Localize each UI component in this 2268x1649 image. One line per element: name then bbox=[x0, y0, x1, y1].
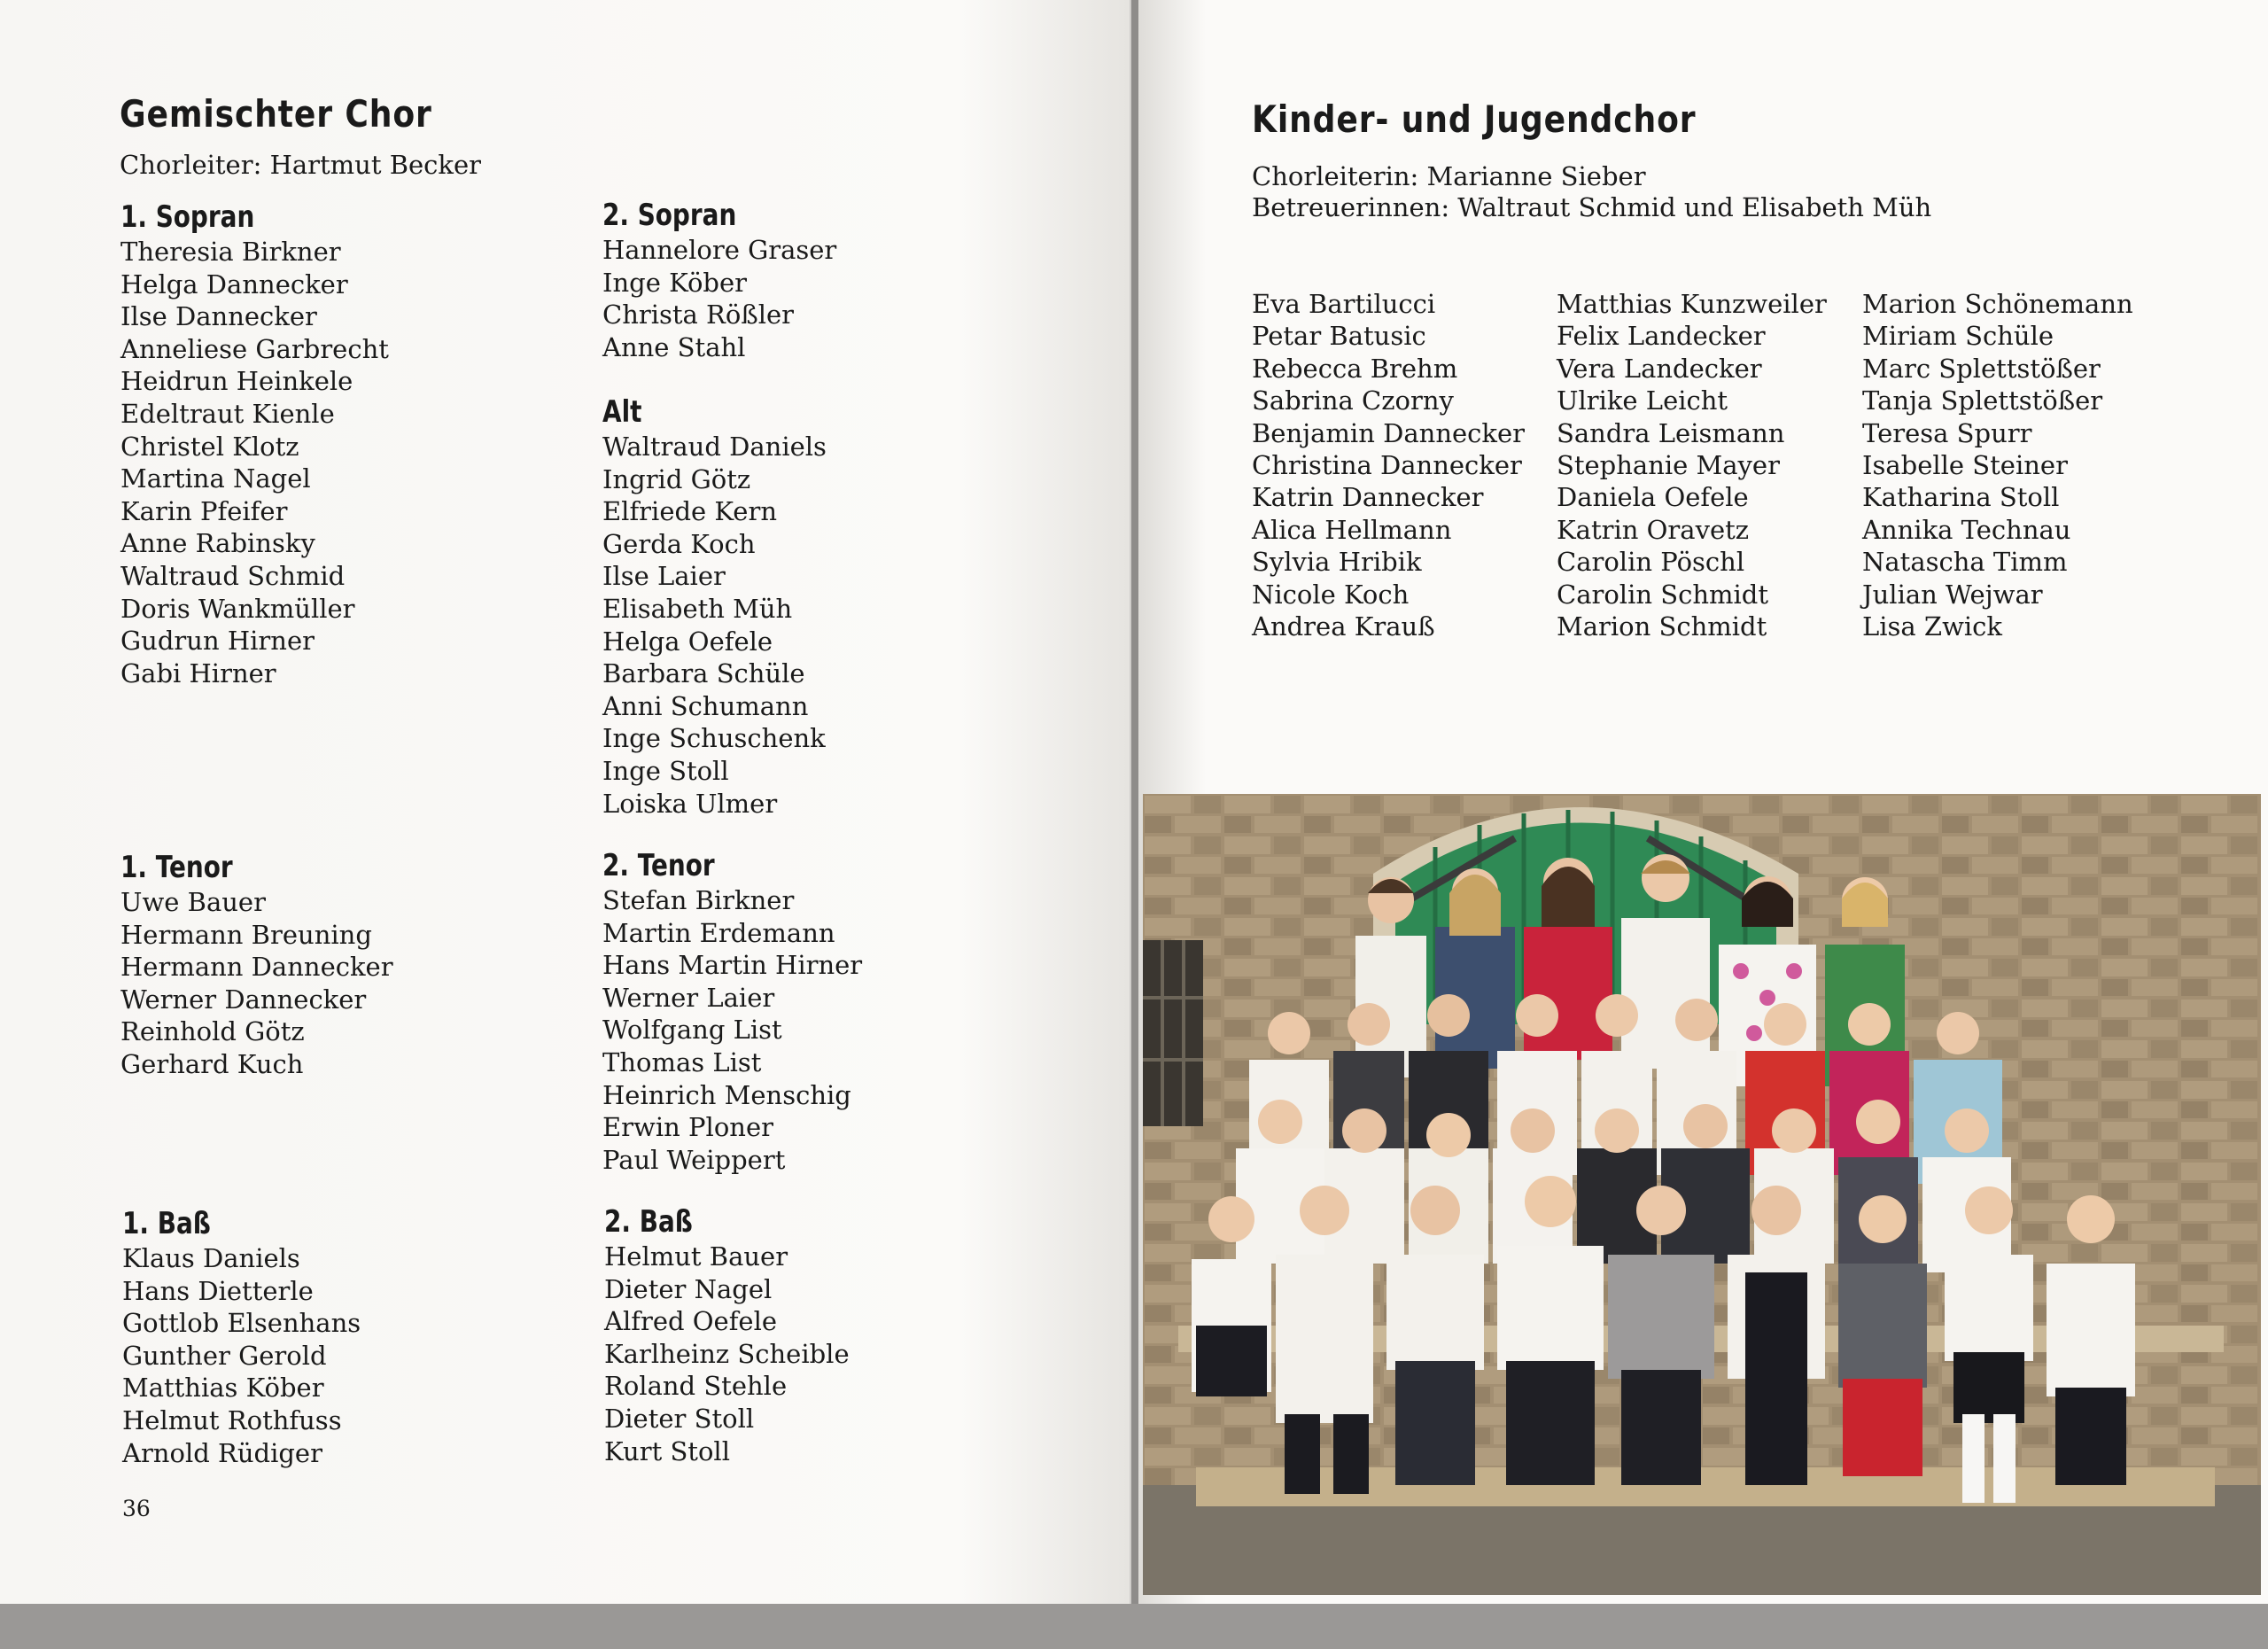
conductor-line: Chorleiter: Hartmut Becker bbox=[120, 150, 482, 180]
member-name: Gudrun Hirner bbox=[120, 626, 315, 657]
page-title: Gemischter Chor bbox=[120, 92, 432, 136]
member-name: Barbara Schüle bbox=[602, 658, 805, 689]
member-name: Ilse Dannecker bbox=[120, 301, 317, 332]
member-name: Andrea Krauß bbox=[1252, 611, 1435, 642]
member-name: Anni Schumann bbox=[602, 690, 809, 721]
member-name: Katharina Stoll bbox=[1862, 482, 2060, 513]
page-number: 36 bbox=[122, 1496, 151, 1521]
member-name: Reinhold Götz bbox=[120, 1016, 305, 1047]
member-name: Anne Rabinsky bbox=[120, 528, 315, 559]
choir-group-photo bbox=[1143, 794, 2261, 1595]
member-name: Martin Erdemann bbox=[602, 917, 835, 948]
member-name: Helga Oefele bbox=[602, 626, 773, 657]
member-name: Miriam Schüle bbox=[1862, 321, 2054, 352]
member-name: Werner Laier bbox=[602, 982, 775, 1013]
member-name: Doris Wankmüller bbox=[120, 593, 355, 624]
member-name: Gerda Koch bbox=[602, 528, 756, 559]
name-list bbox=[122, 1242, 361, 1469]
section-title: Alt bbox=[602, 394, 642, 430]
member-name: Anneliese Garbrecht bbox=[120, 333, 389, 364]
member-name: Erwin Ploner bbox=[602, 1112, 773, 1143]
section-title: 2. Baß bbox=[604, 1204, 693, 1240]
member-name: Theresia Birkner bbox=[120, 237, 341, 267]
member-name: Alica Hellmann bbox=[1252, 514, 1452, 545]
section-2-tenor bbox=[602, 847, 862, 1176]
member-name: Hermann Breuning bbox=[120, 919, 372, 950]
member-name: Daniela Oefele bbox=[1557, 482, 1749, 513]
assistants-line: Betreuerinnen: Waltraut Schmid und Elisabeth Müh bbox=[1252, 192, 1932, 222]
member-name: Sabrina Czorny bbox=[1252, 385, 1454, 416]
member-name: Matthias Köber bbox=[122, 1373, 324, 1404]
member-name: Edeltraut Kienle bbox=[120, 398, 335, 429]
member-name: Carolin Schmidt bbox=[1557, 579, 1769, 610]
name-list bbox=[120, 236, 389, 689]
member-name: Rebecca Brehm bbox=[1252, 353, 1458, 384]
member-name: Elfriede Kern bbox=[602, 496, 778, 527]
member-name: Loiska Ulmer bbox=[602, 788, 778, 819]
member-name: Katrin Oravetz bbox=[1557, 514, 1750, 545]
name-list bbox=[602, 884, 862, 1176]
member-name: Marion Schönemann bbox=[1862, 289, 2133, 319]
member-name: Teresa Spurr bbox=[1862, 417, 2032, 448]
member-name: Petar Batusic bbox=[1252, 321, 1426, 352]
section-2-bass bbox=[604, 1203, 850, 1467]
member-name: Ingrid Götz bbox=[602, 463, 751, 494]
member-name: Vera Landecker bbox=[1557, 353, 1762, 384]
member-name: Hannelore Graser bbox=[602, 235, 837, 265]
member-name: Stefan Birkner bbox=[602, 885, 795, 915]
member-name: Ulrike Leicht bbox=[1557, 385, 1728, 416]
section-1-bass bbox=[122, 1205, 361, 1469]
member-name: Waltraud Schmid bbox=[120, 560, 346, 591]
member-name: Arnold Rüdiger bbox=[122, 1437, 322, 1468]
scan-background bbox=[0, 1604, 2268, 1649]
section-title: 2. Tenor bbox=[602, 848, 715, 883]
member-name: Christa Rößler bbox=[602, 299, 795, 331]
section-title: 1. Tenor bbox=[120, 850, 233, 885]
name-list bbox=[120, 886, 393, 1081]
member-name: Hans Dietterle bbox=[122, 1275, 314, 1306]
member-name: Inge Stoll bbox=[602, 755, 729, 786]
member-name: Helmut Rothfuss bbox=[122, 1404, 342, 1435]
member-name: Annika Technau bbox=[1862, 514, 2071, 545]
member-name: Ilse Laier bbox=[602, 561, 726, 592]
member-name: Thomas List bbox=[602, 1046, 762, 1077]
section-2-sopran bbox=[602, 197, 836, 363]
member-column-3 bbox=[1862, 288, 2133, 642]
member-name: Helmut Bauer bbox=[604, 1241, 788, 1272]
section-1-tenor bbox=[120, 849, 393, 1081]
member-name: Hans Martin Hirner bbox=[602, 950, 863, 981]
member-name: Heidrun Heinkele bbox=[120, 366, 353, 397]
member-name: Karin Pfeifer bbox=[120, 495, 288, 526]
member-name: Anne Stahl bbox=[602, 331, 746, 362]
member-name: Isabelle Steiner bbox=[1862, 450, 2068, 481]
section-title: 1. Baß bbox=[122, 1206, 211, 1241]
member-name: Klaus Daniels bbox=[122, 1243, 300, 1273]
member-name: Sylvia Hribik bbox=[1252, 547, 1422, 578]
member-name: Dieter Nagel bbox=[604, 1273, 773, 1304]
member-name: Matthias Kunzweiler bbox=[1557, 289, 1827, 319]
member-name: Elisabeth Müh bbox=[602, 593, 793, 624]
member-name: Inge Schuschenk bbox=[602, 723, 826, 754]
member-name: Helga Dannecker bbox=[120, 268, 348, 299]
member-name: Christina Dannecker bbox=[1252, 450, 1522, 481]
name-list bbox=[602, 431, 827, 820]
member-name: Dieter Stoll bbox=[604, 1403, 755, 1434]
page-title: Kinder- und Jugendchor bbox=[1252, 97, 1697, 141]
member-name: Stephanie Mayer bbox=[1557, 450, 1780, 481]
member-name: Gunther Gerold bbox=[122, 1340, 327, 1371]
member-name: Christel Klotz bbox=[120, 431, 299, 462]
section-title: 1. Sopran bbox=[120, 199, 255, 235]
member-column-1 bbox=[1252, 288, 1525, 642]
section-title: 2. Sopran bbox=[602, 198, 737, 233]
member-name: Alfred Oefele bbox=[604, 1306, 778, 1337]
member-name: Werner Dannecker bbox=[120, 984, 367, 1015]
member-name: Uwe Bauer bbox=[120, 887, 266, 917]
section-alt bbox=[602, 393, 827, 820]
member-name: Gerhard Kuch bbox=[120, 1048, 304, 1079]
member-name: Kurt Stoll bbox=[604, 1435, 730, 1466]
member-name: Paul Weippert bbox=[602, 1144, 786, 1175]
member-name: Wolfgang List bbox=[602, 1015, 782, 1046]
member-column-2 bbox=[1557, 288, 1827, 642]
window bbox=[1143, 940, 1203, 1126]
member-name: Marion Schmidt bbox=[1557, 611, 1767, 642]
member-name: Gabi Hirner bbox=[120, 657, 276, 688]
member-name: Benjamin Dannecker bbox=[1252, 417, 1525, 448]
name-list bbox=[1252, 288, 1525, 642]
left-page bbox=[0, 0, 1131, 1604]
member-name: Eva Bartilucci bbox=[1252, 289, 1436, 319]
member-name: Natascha Timm bbox=[1862, 547, 2068, 578]
member-name: Heinrich Menschig bbox=[602, 1079, 851, 1110]
section-1-sopran bbox=[120, 198, 389, 689]
name-list bbox=[1862, 288, 2133, 642]
member-name: Roland Stehle bbox=[604, 1371, 788, 1402]
name-list bbox=[602, 234, 836, 363]
member-name: Katrin Dannecker bbox=[1252, 482, 1484, 513]
member-name: Inge Köber bbox=[602, 267, 748, 298]
member-name: Lisa Zwick bbox=[1862, 611, 2002, 642]
member-name: Sandra Leismann bbox=[1557, 417, 1785, 448]
member-name: Julian Wejwar bbox=[1862, 579, 2043, 610]
conductor-line: Chorleiterin: Marianne Sieber bbox=[1252, 161, 1646, 191]
name-list bbox=[1557, 288, 1827, 642]
member-name: Carolin Pöschl bbox=[1557, 547, 1745, 578]
member-name: Karlheinz Scheible bbox=[604, 1338, 850, 1369]
member-name: Marc Splettstößer bbox=[1862, 353, 2101, 384]
member-name: Martina Nagel bbox=[120, 463, 311, 494]
member-name: Hermann Dannecker bbox=[120, 952, 393, 983]
member-name: Nicole Koch bbox=[1252, 579, 1410, 610]
member-name: Waltraud Daniels bbox=[602, 432, 827, 462]
member-name: Felix Landecker bbox=[1557, 321, 1766, 352]
name-list bbox=[604, 1241, 850, 1467]
member-name: Tanja Splettstößer bbox=[1862, 385, 2103, 416]
member-name: Gottlob Elsenhans bbox=[122, 1308, 361, 1339]
